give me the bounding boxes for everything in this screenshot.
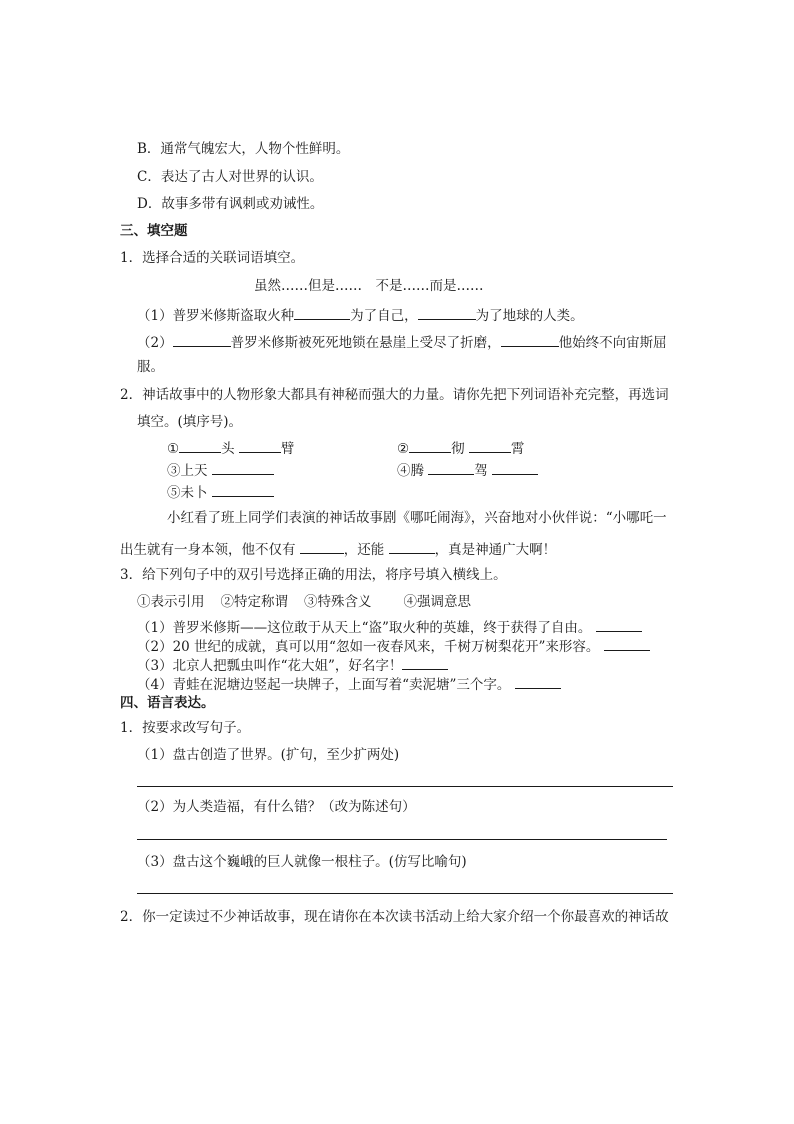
q3-option-3: ③特殊含义 bbox=[304, 594, 372, 610]
word-4-num: ④ bbox=[397, 463, 411, 479]
answer-blank[interactable] bbox=[389, 541, 435, 554]
para-2-b: ，还能 bbox=[343, 542, 385, 558]
s3-q1-item1 bbox=[137, 307, 584, 324]
s4-q1-prompt-3: （3）盘古这个巍峨的巨人就像一根柱子。(仿写比喻句) bbox=[137, 854, 467, 870]
answer-line[interactable] bbox=[137, 786, 673, 787]
section-4-heading: 四、语言表达。 bbox=[120, 695, 215, 711]
word-1-b: 臂 bbox=[280, 441, 295, 457]
section-3-heading: 三、填空题 bbox=[120, 223, 188, 239]
q3-s2-text: （2）20 世纪的成就，真可以用“忽如一夜春风来，千树万树梨花开”来形容。 bbox=[137, 639, 600, 655]
s3-q2-para-1: 小红看了班上同学们表演的神话故事剧《哪吒闹海》，兴奋地对小伙伴说：“小哪吒一 bbox=[167, 510, 667, 526]
item1-text-b: 为了自己， bbox=[350, 308, 418, 324]
answer-blank[interactable] bbox=[492, 462, 538, 475]
word-1-num: ① bbox=[167, 441, 180, 457]
s3-q2-stem-2: 填空。(填序号)。 bbox=[137, 414, 243, 430]
item1-text-c: 为了地球的人类。 bbox=[475, 308, 584, 324]
answer-blank[interactable] bbox=[515, 676, 561, 689]
q3-option-4: ④强调意思 bbox=[403, 594, 471, 610]
word-2-b: 霄 bbox=[510, 441, 525, 457]
s4-q2-stem: 2．你一定读过不少神话故事，现在请你在本次读书活动上给大家介绍一个你最喜欢的神话故 bbox=[120, 909, 669, 925]
answer-blank[interactable] bbox=[409, 440, 451, 453]
answer-line[interactable] bbox=[137, 839, 667, 840]
word-4-a: 腾 bbox=[410, 463, 424, 479]
q3-sentence-3 bbox=[137, 657, 448, 674]
item2-text-c: 他始终不向宙斯屈 bbox=[558, 335, 667, 351]
q3-s1-text: （1）普罗米修斯——这位敢于从天上“盗”取火种的英雄，终于获得了自由。 bbox=[137, 620, 592, 636]
answer-blank[interactable] bbox=[212, 484, 274, 497]
item2-text-d: 服。 bbox=[137, 359, 164, 375]
q3-options bbox=[137, 596, 471, 610]
s3-q3-stem: 3．给下列句子中的双引号选择正确的用法，将序号填入横线上。 bbox=[120, 567, 507, 583]
item2-text-a: （2） bbox=[137, 335, 173, 351]
word-4 bbox=[397, 462, 538, 479]
option-d: D．故事多带有讽刺或劝诫性。 bbox=[137, 196, 324, 212]
answer-blank[interactable] bbox=[179, 440, 221, 453]
s3-q1-item2 bbox=[137, 334, 667, 351]
item1-text-a: （1）普罗米修斯盗取火种 bbox=[137, 308, 295, 324]
option-c: C．表达了古人对世界的认识。 bbox=[137, 169, 323, 185]
s4-q1-prompt-1: （1）盘古创造了世界。(扩句，至少扩两处) bbox=[137, 747, 400, 763]
q3-sentence-1 bbox=[137, 619, 642, 636]
s3-q1-stem: 1．选择合适的关联词语填空。 bbox=[120, 250, 305, 266]
para-2-a: 出生就有一身本领，他不仅有 bbox=[120, 542, 296, 558]
q3-option-1: ①表示引用 bbox=[137, 594, 205, 610]
word-2-a: 彻 bbox=[451, 441, 465, 457]
word-5-a: 未卜 bbox=[180, 485, 208, 501]
answer-blank[interactable] bbox=[300, 541, 344, 554]
answer-blank[interactable] bbox=[418, 307, 476, 320]
option-b: B．通常气魄宏大，人物个性鲜明。 bbox=[137, 141, 350, 157]
q3-s4-text: （4）青蛙在泥塘边竖起一块牌子，上面写着“卖泥塘”三个字。 bbox=[137, 677, 511, 693]
answer-blank[interactable] bbox=[596, 619, 642, 632]
answer-blank[interactable] bbox=[402, 657, 448, 670]
answer-blank[interactable] bbox=[294, 307, 350, 320]
q3-sentence-2 bbox=[137, 638, 650, 655]
answer-blank[interactable] bbox=[469, 440, 511, 453]
answer-blank[interactable] bbox=[604, 638, 650, 651]
para-2-c: ，真是神通广大啊！ bbox=[434, 542, 557, 558]
word-3 bbox=[167, 462, 274, 479]
answer-blank[interactable] bbox=[212, 462, 274, 475]
s4-q1-prompt-2: （2）为人类造福，有什么错？（改为陈述句） bbox=[137, 799, 416, 815]
s4-q1-stem: 1．按要求改写句子。 bbox=[120, 720, 251, 736]
s3-q2-para-2 bbox=[120, 541, 556, 558]
s3-q1-choices: 虽然……但是…… 不是……而是…… bbox=[254, 278, 484, 294]
q3-sentence-4 bbox=[137, 676, 561, 693]
answer-blank[interactable] bbox=[501, 334, 559, 347]
answer-blank[interactable] bbox=[428, 462, 474, 475]
word-5 bbox=[167, 484, 274, 501]
word-2 bbox=[397, 440, 524, 457]
word-3-a: 上天 bbox=[180, 463, 208, 479]
word-1 bbox=[167, 440, 294, 457]
word-4-b: 驾 bbox=[474, 463, 488, 479]
answer-line[interactable] bbox=[137, 893, 673, 894]
answer-blank[interactable] bbox=[173, 334, 231, 347]
answer-blank[interactable] bbox=[239, 440, 281, 453]
word-3-num: ③ bbox=[167, 463, 181, 479]
word-1-a: 头 bbox=[221, 441, 235, 457]
word-2-num: ② bbox=[397, 441, 410, 457]
word-5-num: ⑤ bbox=[167, 485, 181, 501]
q3-s3-text: （3）北京人把瓢虫叫作“花大姐”，好名字！ bbox=[137, 658, 403, 674]
s3-q2-stem-1: 2．神话故事中的人物形象大都具有神秘而强大的力量。请你先把下列词语补充完整，再选词 bbox=[120, 387, 669, 403]
item2-text-b: 普罗米修斯被死死地锁在悬崖上受尽了折磨， bbox=[230, 335, 501, 351]
q3-option-2: ②特定称谓 bbox=[220, 594, 288, 610]
